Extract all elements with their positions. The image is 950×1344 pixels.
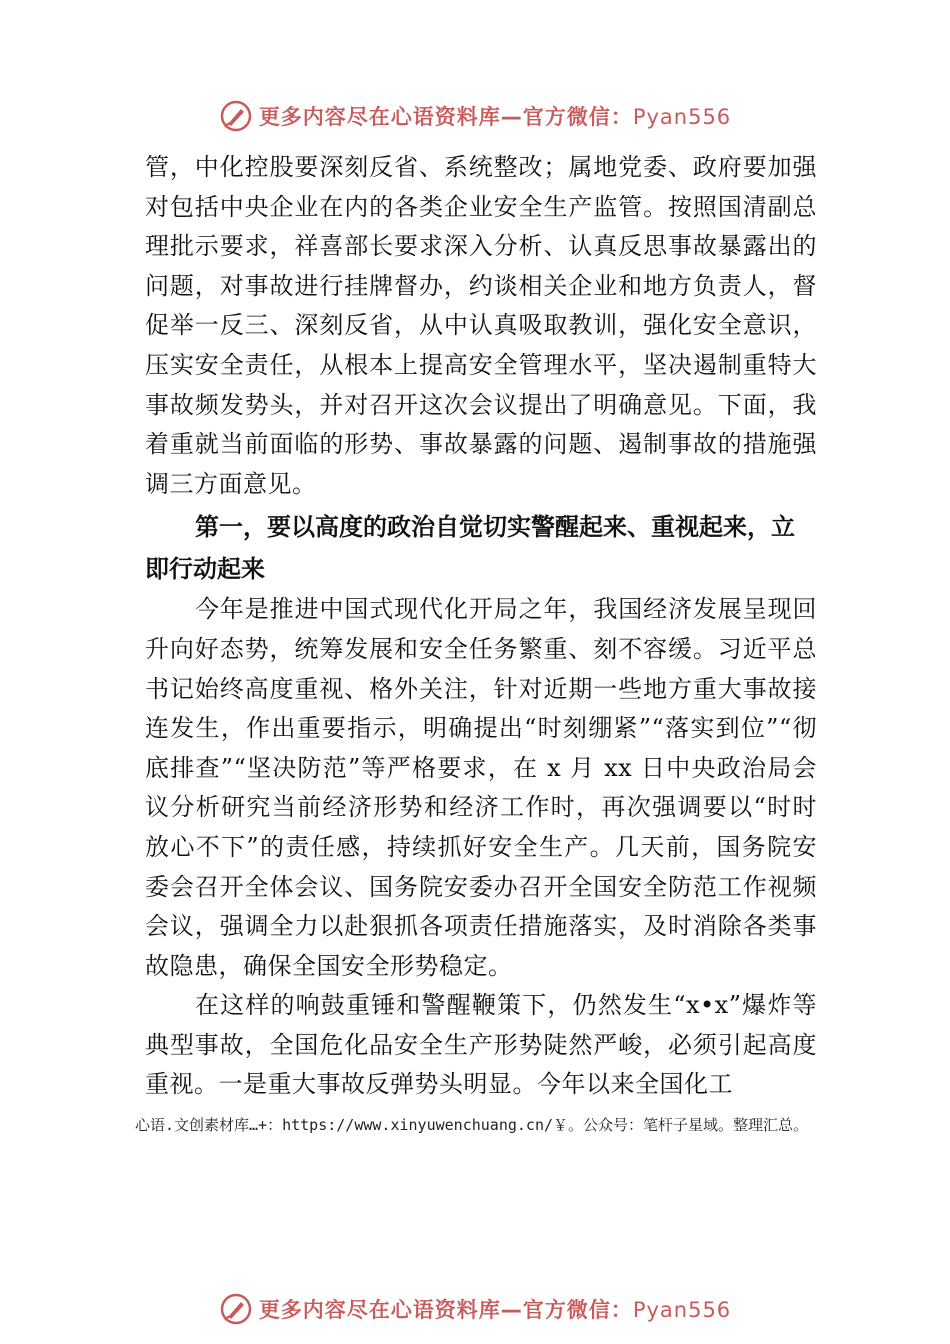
- banner-label: 更多内容尽在心语资料库—官方微信：: [258, 105, 633, 129]
- pen-circle-logo-icon: [219, 99, 253, 133]
- section-heading-1: 第一，要以高度的政治自觉切实警醒起来、重视起来，立即行动起来: [145, 513, 795, 584]
- banner-text: [259, 101, 731, 131]
- banner-label: 更多内容尽在心语资料库—官方微信：: [258, 1298, 633, 1322]
- document-body: [145, 148, 817, 1105]
- wechat-id: Pyan556: [632, 105, 732, 129]
- section1-paragraph-2: 在这样的响鼓重锤和警醒鞭策下，仍然发生“x•x”爆炸等典型事故，全国危化品安全生产形势陡然严峻，必须引起高度重视。一是重大事故反弹势头明显。今年以来全国化工: [145, 991, 817, 1099]
- banner-text: [259, 1294, 731, 1324]
- header-banner: [0, 96, 950, 136]
- paragraph-continued: 管，中化控股要深刻反省、系统整改；属地党委、政府要加强对包括中央企业在内的各类企业安全生产监管。按照国清副总理批示要求，祥喜部长要求深入分析、认真反思事故暴露出的问题，对事故进行挂牌督办，约谈相关企业和地方负责人，督促举一反三、深刻反省，从中认真吸取教训，强化安全意识，压实安全责任，从根本上提高安全管理水平，坚决遏制重特大事故频发势头，并对召开这次会议提出了明确意见。下面，我着重就当前面临的形势、事故暴露的问题、遏制事故的措施强调三方面意见。: [145, 153, 817, 498]
- wechat-id: Pyan556: [632, 1298, 732, 1322]
- source-footnote: 心语.文创素材库…+：https://www.xinyuwenchuang.cn/￥。公众号：笔杆子星域。整理汇总。: [135, 1116, 809, 1134]
- pen-circle-logo-icon: [219, 1292, 253, 1326]
- footer-banner: [0, 1289, 950, 1329]
- section1-paragraph-1: 今年是推进中国式现代化开局之年，我国经济发展呈现回升向好态势，统筹发展和安全任务繁重、刻不容缓。习近平总书记始终高度重视、格外关注，针对近期一些地方重大事故接连发生，作出重要指示，明确提出“时刻绷紧”“落实到位”“彻底排查”“坚决防范”等严格要求，在 x 月 xx 日中央政治局会议分析研究当前经济形势和经济工作时，再次强调要以“时时放心不下”的责任感，持续抓好安全生产。几天前，国务院安委会召开全体会议、国务院安委办召开全国安全防范工作视频会议，强调全力以赴狠抓各项责任措施落实，及时消除各类事故隐患，确保全国安全形势稳定。: [145, 595, 817, 980]
